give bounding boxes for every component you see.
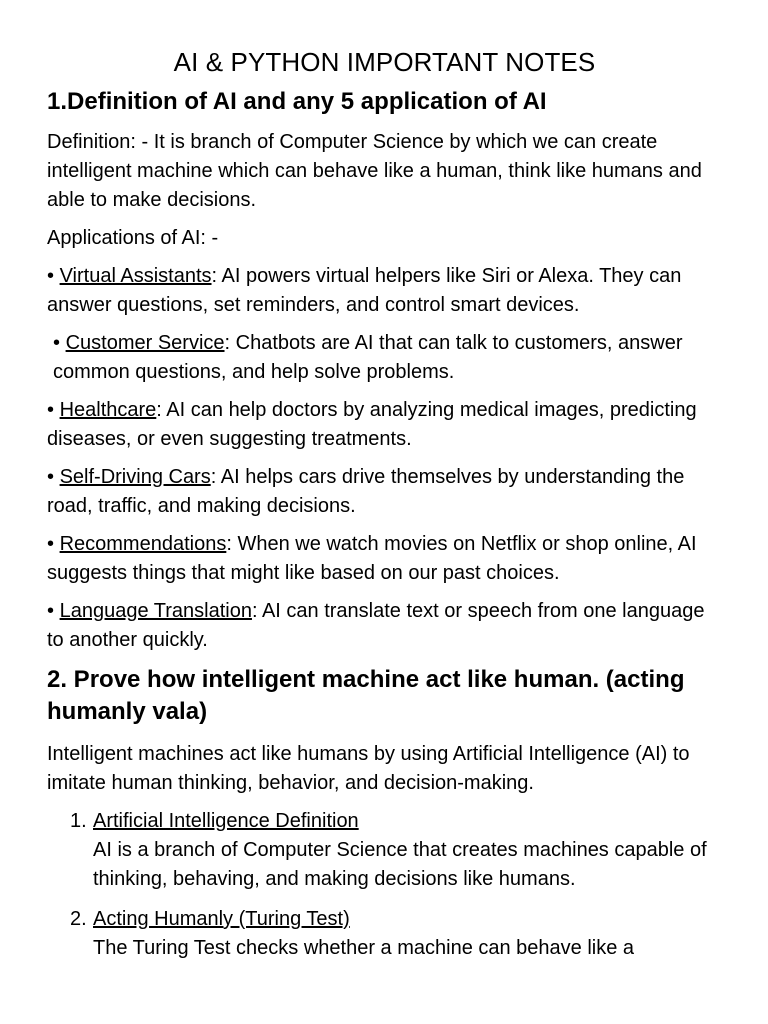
application-item-recommendations xyxy=(47,530,722,588)
list-item xyxy=(47,905,722,963)
bullet-symbol: • xyxy=(47,466,55,488)
application-text: : AI can translate text or speech from one language to another quickly. xyxy=(47,600,705,651)
section2-intro: Intelligent machines act like humans by using Artificial Intelligence (AI) to imitate human thinking, behavior, and decision-making. xyxy=(47,743,690,794)
bullet-symbol: • xyxy=(47,533,55,555)
application-item-customer-service xyxy=(47,329,722,387)
application-text: : AI helps cars drive themselves by understanding the road, traffic, and making decisions. xyxy=(47,466,685,517)
application-item-self-driving-cars xyxy=(47,463,722,521)
application-term: Language Translation xyxy=(59,600,252,622)
application-text: : Chatbots are AI that can talk to customers, answer common questions, and help solve problems. xyxy=(53,332,683,383)
bullet-symbol: • xyxy=(53,332,61,354)
list-item-body: The Turing Test checks whether a machine can behave like a xyxy=(93,937,635,959)
bullet-symbol: • xyxy=(47,265,55,287)
document-title: AI & PYTHON IMPORTANT NOTES xyxy=(173,47,596,77)
list-item xyxy=(47,807,722,894)
section1-heading: 1.Definition of AI and any 5 application of AI xyxy=(47,88,547,115)
application-item-virtual-assistants xyxy=(47,262,722,320)
application-term: Recommendations xyxy=(59,533,227,555)
application-text: : AI powers virtual helpers like Siri or Alexa. They can answer questions, set reminders, and control smart devices. xyxy=(47,265,682,316)
application-item-language-translation xyxy=(47,597,722,655)
application-term: Self-Driving Cars xyxy=(59,466,211,488)
application-term: Customer Service xyxy=(65,332,225,354)
list-item-number: 1. xyxy=(70,810,87,832)
list-item-title: Artificial Intelligence Definition xyxy=(93,810,359,832)
applications-label: Applications of AI: - xyxy=(47,227,219,249)
application-text: : When we watch movies on Netflix or shop online, AI suggests things that might like based on our past choices. xyxy=(47,533,697,584)
list-item-body: AI is a branch of Computer Science that creates machines capable of thinking, behaving, and making decisions like humans. xyxy=(93,839,707,890)
list-item-title: Acting Humanly (Turing Test) xyxy=(93,908,350,930)
list-item-number: 2. xyxy=(70,908,87,930)
application-text: : AI can help doctors by analyzing medical images, predicting diseases, or even suggesting treatments. xyxy=(47,399,697,450)
section2-heading: 2. Prove how intelligent machine act like human. (acting humanly vala) xyxy=(47,666,685,725)
application-term: Virtual Assistants xyxy=(59,265,212,287)
bullet-symbol: • xyxy=(47,399,55,421)
definition-paragraph: Definition: - It is branch of Computer Science by which we can create intelligent machine which can behave like a human, think like humans and able to make decisions. xyxy=(47,131,702,211)
application-term: Healthcare xyxy=(59,399,157,421)
application-item-healthcare xyxy=(47,396,722,454)
section2-numbered-list xyxy=(47,807,722,963)
bullet-symbol: • xyxy=(47,600,55,622)
